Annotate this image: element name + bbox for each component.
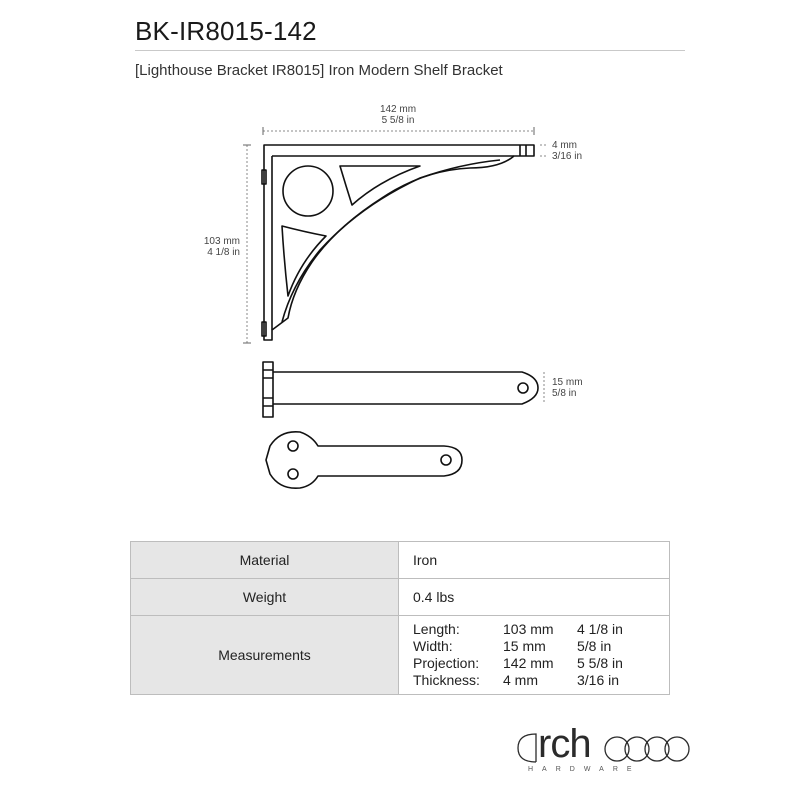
measurement-length-name: Length: bbox=[413, 621, 460, 637]
bracket-top-view bbox=[263, 362, 538, 417]
measurement-width-mm: 15 mm bbox=[503, 638, 546, 654]
top-view-arm bbox=[273, 372, 538, 404]
logo-a-arc bbox=[518, 734, 536, 762]
bracket-end-notch bbox=[520, 145, 526, 156]
product-subtitle: [Lighthouse Bracket IR8015] Iron Modern Shelf Bracket bbox=[135, 62, 503, 79]
dimension-thickness-line bbox=[540, 145, 548, 156]
measurement-width bbox=[413, 638, 668, 655]
bracket-inner-arc bbox=[282, 160, 500, 322]
spec-value-weight: 0.4 lbs bbox=[399, 579, 670, 616]
spec-row-weight bbox=[131, 579, 670, 616]
dimension-width-in: 5/8 in bbox=[552, 388, 577, 399]
spec-label-material: Material bbox=[131, 542, 399, 579]
spec-value-measurements bbox=[399, 616, 670, 695]
plate-hole-top bbox=[288, 441, 298, 451]
dimension-left-mm: 103 mm bbox=[203, 236, 240, 247]
measurement-thickness-mm: 4 mm bbox=[503, 672, 538, 688]
dimension-thickness-in: 3/16 in bbox=[552, 151, 583, 162]
top-view-hole bbox=[518, 383, 528, 393]
dimension-width-mm: 15 mm bbox=[552, 377, 583, 388]
bracket-side-view bbox=[262, 145, 534, 340]
product-sku: BK-IR8015-142 bbox=[135, 16, 317, 46]
measurement-thickness-name: Thickness: bbox=[413, 672, 480, 688]
bracket-plate-view bbox=[266, 432, 462, 488]
measurement-projection-name: Projection: bbox=[413, 655, 480, 671]
measurement-projection bbox=[413, 655, 668, 672]
logo-wordmark: rch bbox=[538, 722, 591, 766]
dimension-top-in: 5 5/8 in bbox=[381, 115, 415, 126]
spec-table bbox=[130, 541, 670, 695]
spec-label-measurements: Measurements bbox=[131, 616, 399, 695]
spec-row-measurements bbox=[131, 616, 670, 695]
measurement-width-name: Width: bbox=[413, 638, 453, 654]
spec-row-material bbox=[131, 542, 670, 579]
measurement-thickness bbox=[413, 672, 668, 689]
dimension-thickness-mm: 4 mm bbox=[552, 140, 577, 151]
bracket-circle-cutout bbox=[283, 166, 333, 216]
plate-outline bbox=[266, 432, 462, 488]
measurement-projection-mm: 142 mm bbox=[503, 655, 554, 671]
dimension-left-in: 4 1/8 in bbox=[207, 247, 240, 258]
measurement-length-in: 4 1/8 in bbox=[577, 621, 623, 637]
measurement-length bbox=[413, 621, 668, 638]
top-view-plate-ticks bbox=[263, 370, 273, 406]
plate-hole-end bbox=[441, 455, 451, 465]
measurement-thickness-in: 3/16 in bbox=[577, 672, 620, 688]
measurement-length-mm: 103 mm bbox=[503, 621, 554, 637]
bracket-lower-cutout bbox=[282, 226, 326, 296]
spec-value-material: Iron bbox=[399, 542, 670, 579]
measurement-projection-in: 5 5/8 in bbox=[577, 655, 623, 671]
dimension-top-mm: 142 mm bbox=[379, 104, 417, 115]
spec-label-weight: Weight bbox=[131, 579, 399, 616]
plate-hole-bottom bbox=[288, 469, 298, 479]
measurement-width-in: 5/8 in bbox=[577, 638, 612, 654]
logo-subtext: HARDWARE bbox=[528, 766, 641, 773]
